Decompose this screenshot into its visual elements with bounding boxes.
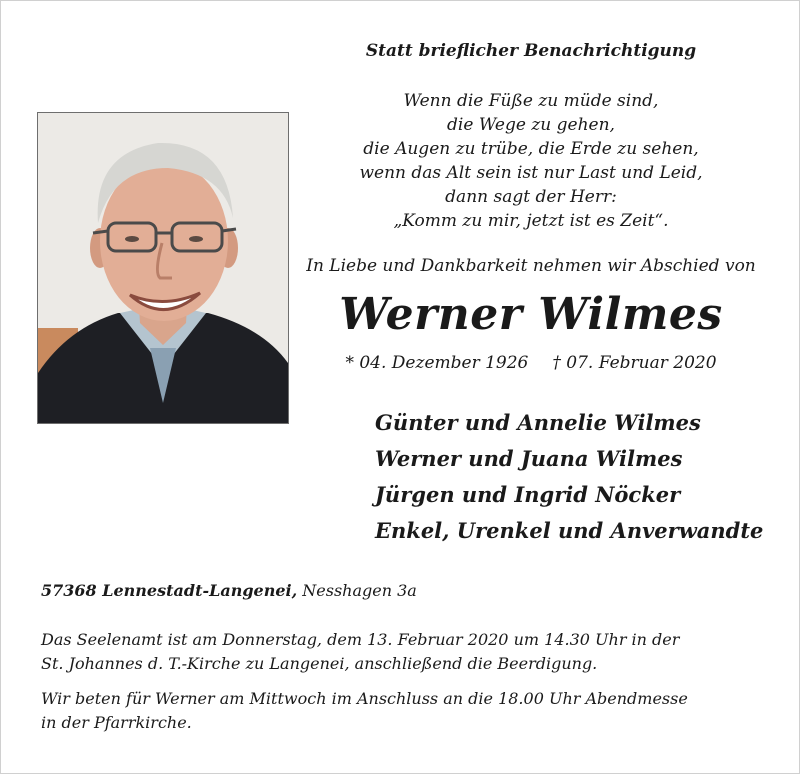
poem-line: die Wege zu gehen, [447, 115, 615, 135]
farewell-intro: In Liebe und Dankbarkeit nehmen wir Abschied von [306, 256, 756, 276]
mourner-entry: Günter und Annelie Wilmes [375, 410, 701, 435]
service-line: St. Johannes d. T.-Kirche zu Langenei, anschließend die Beerdigung. [41, 654, 598, 673]
portrait-image [38, 113, 288, 423]
address-street: Nesshagen 3a [302, 581, 417, 600]
poem [321, 89, 741, 233]
poem-line: die Augen zu trübe, die Erde zu sehen, [363, 139, 699, 159]
mourners-list [375, 405, 763, 549]
poem-line: wenn das Alt sein ist nur Last und Leid, [359, 163, 703, 183]
deceased-name: Werner Wilmes [339, 289, 723, 340]
life-dates [301, 353, 761, 373]
portrait-photo [37, 112, 289, 424]
poem-line: dann sagt der Herr: [445, 187, 617, 207]
mass-info [41, 687, 688, 735]
service-info [41, 628, 679, 676]
address-city: 57368 Lennestadt-Langenei, [41, 581, 298, 600]
mass-line: Wir beten für Werner am Mittwoch im Anschluss an die 18.00 Uhr Abendmesse [41, 689, 688, 708]
death-date: † 07. Februar 2020 [552, 353, 717, 373]
service-line: Das Seelenamt ist am Donnerstag, dem 13. Februar 2020 um 14.30 Uhr in der [41, 630, 680, 649]
mass-line: in der Pfarrkirche. [41, 713, 192, 732]
mourner-entry: Enkel, Urenkel und Anverwandte [375, 518, 764, 543]
mourner-entry: Werner und Juana Wilmes [375, 446, 683, 471]
poem-line: Wenn die Füße zu müde sind, [403, 91, 659, 111]
notice-heading: Statt brieflicher Benachrichtigung [365, 41, 697, 61]
mourner-entry: Jürgen und Ingrid Nöcker [375, 482, 681, 507]
birth-date: * 04. Dezember 1926 [345, 353, 529, 373]
address [41, 581, 417, 600]
poem-line: „Komm zu mir, jetzt ist es Zeit“. [393, 211, 669, 231]
